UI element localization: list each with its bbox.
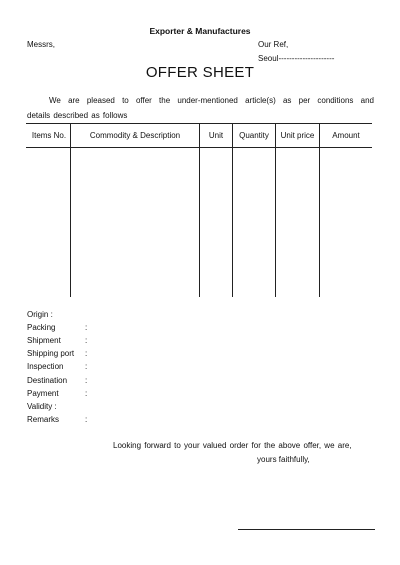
table-column-divider xyxy=(319,123,320,297)
column-header-commodity: Commodity & Description xyxy=(89,131,181,140)
document-title: OFFER SHEET xyxy=(145,64,255,81)
seoul-date-line: Seoul--------------------- xyxy=(258,54,335,63)
column-header-unit-price: Unit price xyxy=(280,131,315,140)
table-column-divider xyxy=(199,123,200,297)
column-header-unit: Unit xyxy=(208,131,224,140)
column-header-amount: Amount xyxy=(332,131,360,140)
table-column-divider xyxy=(232,123,233,297)
offer-table xyxy=(26,123,372,297)
remarks-colon: : xyxy=(85,415,88,424)
destination-label: Destination xyxy=(27,376,68,385)
validity-label: Validity : xyxy=(27,402,57,411)
inspection-colon: : xyxy=(85,362,88,371)
shipping-port-label: Shipping port xyxy=(27,349,75,358)
column-header-quantity: Quantity xyxy=(239,131,269,140)
payment-colon: : xyxy=(85,389,88,398)
packing-colon: : xyxy=(85,323,88,332)
shipment-colon: : xyxy=(85,336,88,345)
inspection-label: Inspection xyxy=(27,362,64,371)
table-column-divider xyxy=(70,123,71,297)
origin-label: Origin : xyxy=(27,310,53,319)
shipment-label: Shipment xyxy=(27,336,61,345)
closing-line: Looking forward to your valued order for the above offer, we are, xyxy=(113,441,352,450)
destination-colon: : xyxy=(85,376,88,385)
column-header-items-no: Items No. xyxy=(31,131,67,140)
packing-label: Packing xyxy=(27,323,56,332)
our-ref-label: Our Ref, xyxy=(258,40,289,49)
messrs-label: Messrs, xyxy=(27,40,55,49)
payment-label: Payment xyxy=(27,389,59,398)
intro-line-1: We are pleased to offer the under-mentioned article(s) as per conditions and xyxy=(49,96,374,105)
signature-line xyxy=(238,529,375,530)
shipping-port-colon: : xyxy=(85,349,88,358)
intro-line-2: details described as follows xyxy=(27,111,128,120)
intro-paragraph xyxy=(27,93,374,123)
closing-signoff: yours faithfully, xyxy=(257,455,310,464)
company-heading: Exporter & Manufactures xyxy=(149,26,251,36)
table-column-divider xyxy=(275,123,276,297)
remarks-label: Remarks xyxy=(27,415,60,424)
